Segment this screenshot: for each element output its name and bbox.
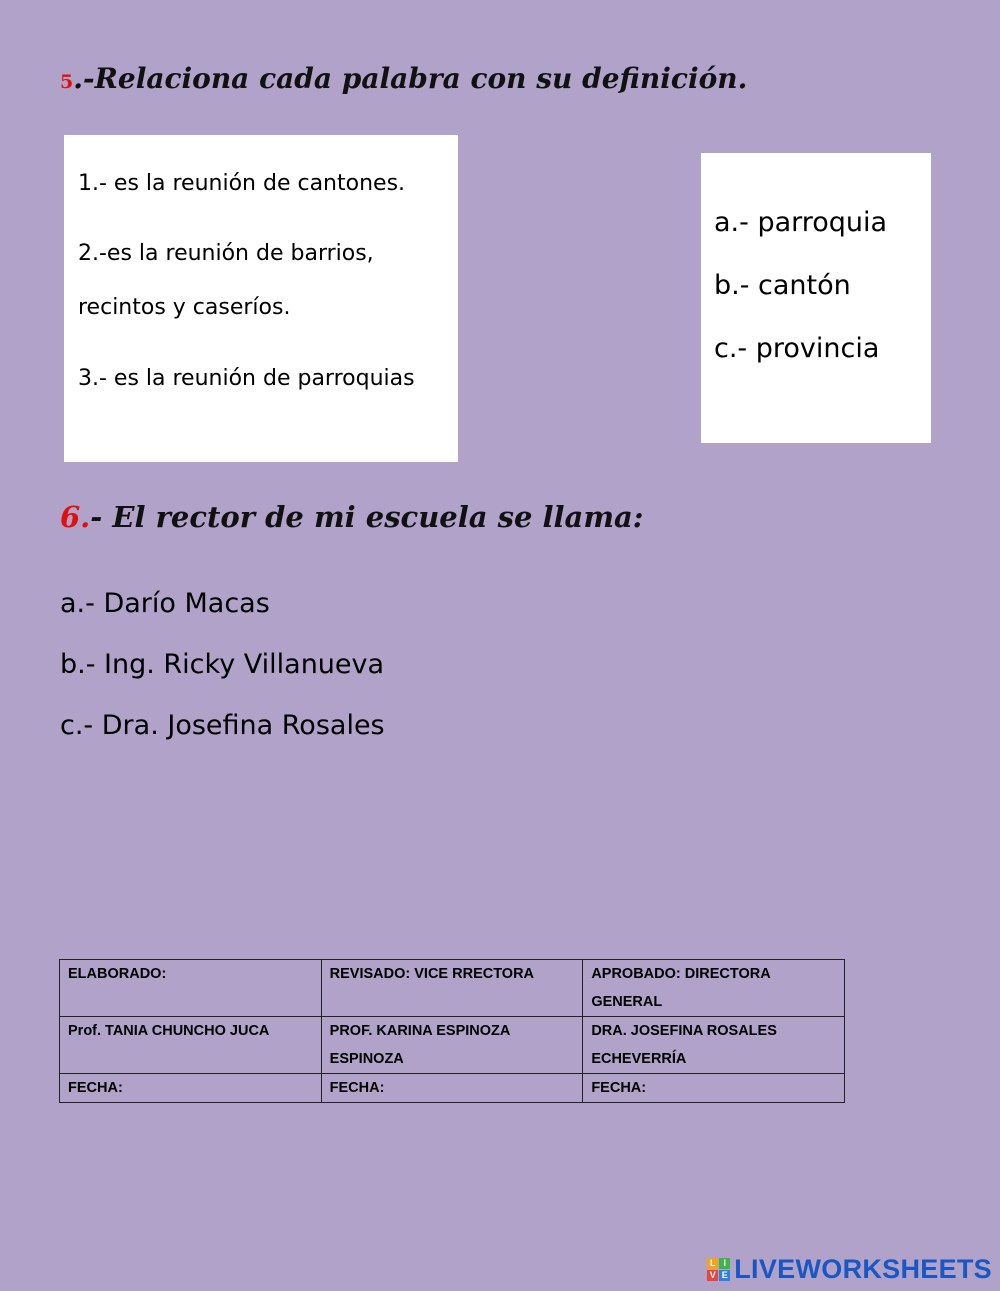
definition-2-cont: recintos y caseríos. xyxy=(78,295,291,320)
logo-letter: V xyxy=(707,1270,718,1281)
table-cell: DRA. JOSEFINA ROSALES ECHEVERRÍA xyxy=(583,1017,845,1074)
definitions-box xyxy=(64,135,458,462)
logo-letter: I xyxy=(719,1258,730,1269)
logo-mark-icon xyxy=(707,1258,730,1281)
signature-table xyxy=(59,959,845,1103)
definition-2: 2.-es la reunión de barrios, xyxy=(78,241,374,266)
question-6-text: - El rector de mi escuela se llama: xyxy=(90,500,644,534)
word-a: a.- parroquia xyxy=(714,207,888,238)
option-b[interactable]: b.- Ing. Ricky Villanueva xyxy=(60,649,385,680)
logo-text: LIVEWORKSHEETS xyxy=(734,1254,992,1284)
table-cell: FECHA: xyxy=(60,1074,322,1103)
logo-letter: E xyxy=(719,1270,730,1281)
question-6-title xyxy=(60,500,644,534)
question-5-title xyxy=(60,62,747,95)
table-cell: FECHA: xyxy=(321,1074,583,1103)
table-row xyxy=(60,1074,845,1103)
table-cell: Prof. TANIA CHUNCHO JUCA xyxy=(60,1017,322,1074)
table-cell: FECHA: xyxy=(583,1074,845,1103)
definition-1: 1.- es la reunión de cantones. xyxy=(78,171,406,196)
table-cell: PROF. KARINA ESPINOZA ESPINOZA xyxy=(321,1017,583,1074)
option-c[interactable]: c.- Dra. Josefina Rosales xyxy=(60,710,385,741)
table-cell: REVISADO: VICE RRECTORA xyxy=(321,960,583,1017)
logo-letter: L xyxy=(707,1258,718,1269)
table-row xyxy=(60,960,845,1017)
table-row xyxy=(60,1017,845,1074)
question-6-number: 6. xyxy=(60,500,91,534)
option-a[interactable]: a.- Darío Macas xyxy=(60,588,270,619)
word-c: c.- provincia xyxy=(714,333,880,364)
words-box xyxy=(701,153,931,443)
liveworksheets-logo xyxy=(707,1254,992,1285)
table-cell: APROBADO: DIRECTORA GENERAL xyxy=(583,960,845,1017)
word-b: b.- cantón xyxy=(714,270,851,301)
definition-3: 3.- es la reunión de parroquias xyxy=(78,366,415,391)
question-5-text: .-Relaciona cada palabra con su definición. xyxy=(73,62,748,95)
table-cell: ELABORADO: xyxy=(60,960,322,1017)
question-5-number: 5 xyxy=(60,71,74,93)
